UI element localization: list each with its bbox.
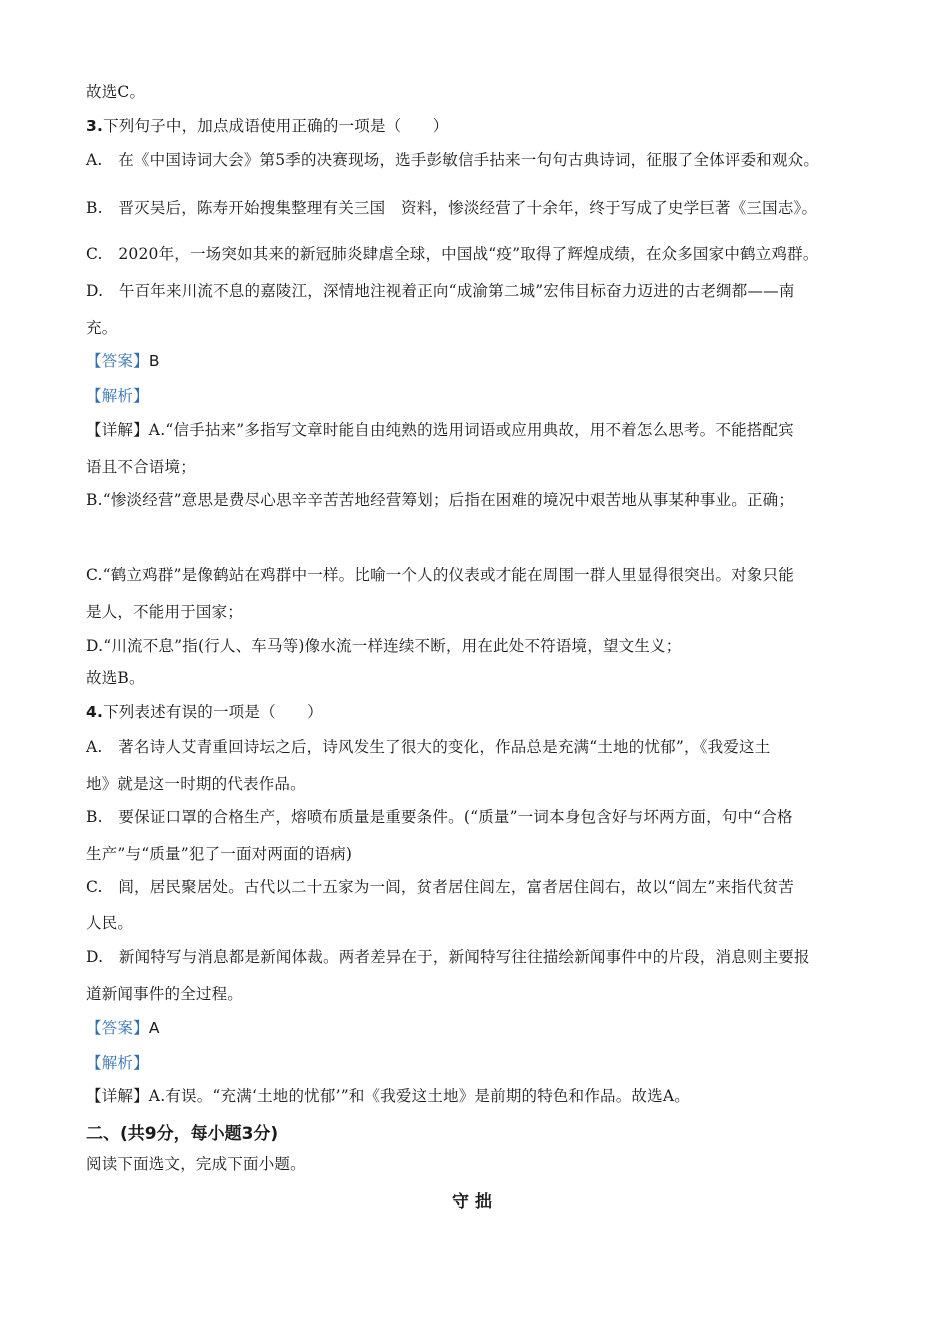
question-number: 3. [86, 117, 104, 135]
option-b: B. 晋灭吴后，陈寿开始搜集整理有关三国 资料，惨淡经营了十余年，终于写成了史学巨著《三国志》。 [86, 199, 818, 217]
explanation-line: C.“鹤立鸡群”是像鹤站在鸡群中一样。比喻一个人的仪表或才能在周围一群人里显得很突出。对象只能 [86, 566, 794, 584]
question-text: 下列表述有误的一项是（ ） [103, 703, 323, 721]
passage-title: 守拙 [452, 1192, 498, 1212]
option-d: D. 新闻特写与消息都是新闻体裁。两者差异在于，新闻特写往往描绘新闻事件中的片段，消息则主要报 [86, 948, 810, 966]
option-c: C. 闾，居民聚居处。古代以二十五家为一闾，贫者居住闾左，富者居住闾右，故以“闾左”来指代贫苦 [86, 878, 794, 896]
option-b-cont: 生产”与“质量”犯了一面对两面的语病) [86, 845, 353, 863]
explanation-line: B.“惨淡经营”意思是费尽心思辛辛苦苦地经营筹划；后指在困难的境况中艰苦地从事某种事业。正确； [86, 491, 795, 509]
option-a: A. 著名诗人艾青重回诗坛之后，诗风发生了很大的变化，作品总是充满“土地的忧郁”，《我爱这土 [86, 738, 771, 756]
explanation-line: 【详解】A.“信手拈来”多指写文章时能自由纯熟的选用词语或应用典故，用不着怎么思考。不能搭配宾 [86, 421, 794, 439]
answer-line [86, 351, 160, 371]
option-a: A. 在《中国诗词大会》第5季的决赛现场，选手彭敏信手拈来一句句古典诗词，征服了全体评委和观众。 [86, 151, 820, 169]
option-c-cont: 人民。 [86, 914, 134, 932]
answer-line [86, 1018, 160, 1038]
option-d-cont: 道新闻事件的全过程。 [86, 985, 244, 1003]
question-4-stem [86, 702, 323, 722]
explanation-line: D.“川流不息”指(行人、车马等)像水流一样连续不断，用在此处不符语境，望文生义； [86, 637, 682, 655]
answer-tag: 【答案】 [86, 1019, 149, 1037]
explanation-line: 是人，不能用于国家； [86, 603, 244, 621]
option-b: B. 要保证口罩的合格生产，熔喷布质量是重要条件。(“质量”一词本身包含好与坏两方面，句中“合格 [86, 808, 793, 826]
answer-value: A [148, 1019, 160, 1037]
question-text: 下列句子中，加点成语使用正确的一项是（ ） [103, 117, 449, 135]
text-line: 故选C。 [86, 83, 146, 101]
analysis-tag: 【解析】 [86, 1054, 149, 1072]
text-line: 故选B。 [86, 669, 145, 687]
question-number: 4. [86, 703, 104, 721]
option-d: D. 午百年来川流不息的嘉陵江，深情地注视着正向“成渝第二城”宏伟目标奋力迈进的古老绸都——南 [86, 282, 795, 300]
question-3-stem [86, 116, 448, 136]
option-d-cont: 充。 [86, 319, 118, 337]
instruction-line: 阅读下面选文，完成下面小题。 [86, 1155, 306, 1173]
explanation-line: 【详解】A.有误。“充满‘土地的忧郁’”和《我爱这土地》是前期的特色和作品。故选A。 [86, 1087, 690, 1105]
section-heading: 二、(共9分，每小题3分) [86, 1124, 279, 1144]
option-c: C. 2020年，一场突如其来的新冠肺炎肆虐全球，中国战“疫”取得了辉煌成绩，在众多国家中鹤立鸡群。 [86, 245, 819, 263]
option-a-cont: 地》就是这一时期的代表作品。 [86, 775, 306, 793]
explanation-line: 语且不合语境； [86, 458, 196, 476]
answer-tag: 【答案】 [86, 352, 149, 370]
analysis-tag: 【解析】 [86, 387, 149, 405]
answer-value: B [148, 352, 160, 370]
